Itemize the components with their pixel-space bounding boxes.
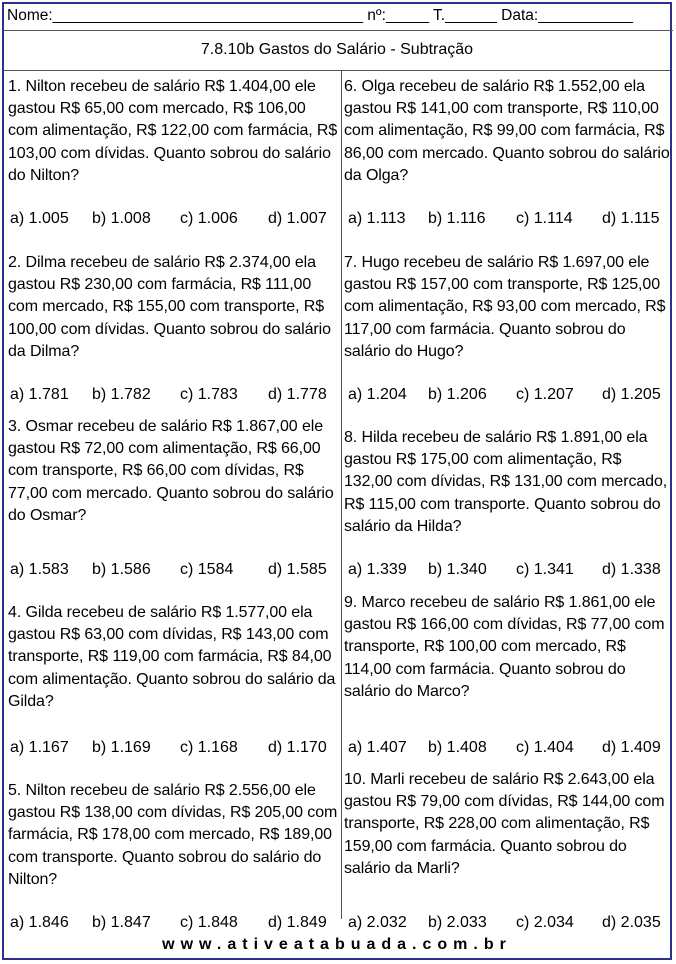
option-d: d) 1.778 — [268, 386, 327, 403]
number-blank: _____ — [385, 7, 434, 24]
question-10-options — [348, 912, 676, 934]
class-label: T. — [433, 7, 446, 24]
option-b: b) 1.340 — [428, 561, 487, 578]
option-c: c) 1.404 — [516, 739, 574, 756]
class-blank: ______ — [445, 7, 502, 24]
option-c: c) 1584 — [180, 561, 234, 578]
option-b: b) 1.116 — [428, 210, 486, 227]
option-c: c) 1.114 — [516, 210, 573, 227]
question-8: 8. Hilda recebeu de salário R$ 1.891,00 ela gastou R$ 175,00 com alimentação, R$ 132,00 com dívidas, R$ 131,00 com mercado, R$ 115,00 com transporte. Quanto sobrou do salário da Hilda? — [344, 429, 668, 535]
option-d: d) 1.585 — [268, 561, 327, 578]
name-blank: ____________________________________ — [52, 7, 368, 24]
name-label: Nome: — [7, 7, 53, 24]
option-d: d) 1.170 — [268, 739, 327, 756]
column-divider — [341, 71, 342, 919]
question-3: 3. Osmar recebeu de salário R$ 1.867,00 ele gastou R$ 72,00 com alimentação, R$ 66,00 com transporte, R$ 66,00 com dívidas, R$ 77,00 com mercado. Quanto sobrou do salário do Osmar? — [8, 418, 334, 524]
option-a: a) 1.583 — [10, 561, 69, 578]
number-label: nº: — [367, 7, 386, 24]
option-b: b) 2.033 — [428, 914, 487, 931]
option-c: c) 1.168 — [180, 739, 238, 756]
student-info-header — [4, 4, 673, 31]
option-a: a) 1.113 — [348, 210, 406, 227]
option-a: a) 1.005 — [10, 210, 69, 227]
question-10: 10. Marli recebeu de salário R$ 2.643,00 ela gastou R$ 79,00 com dívidas, R$ 144,00 com transporte, R$ 228,00 com alimentação, R$ 159,00 com farmácia. Quanto sobrou do salário da Marli? — [344, 771, 665, 877]
option-d: d) 1.338 — [602, 561, 661, 578]
question-9: 9. Marco recebeu de salário R$ 1.861,00 ele gastou R$ 166,00 com dívidas, R$ 77,00 com transporte, R$ 100,00 com mercado, R$ 114,00 com farmácia. Quanto sobrou do salário do Marco? — [344, 594, 665, 700]
option-c: c) 2.034 — [516, 914, 574, 931]
option-a: a) 1.339 — [348, 561, 407, 578]
question-9-options — [348, 737, 676, 759]
option-c: c) 1.783 — [180, 386, 238, 403]
option-c: c) 1.341 — [516, 561, 574, 578]
option-d: d) 2.035 — [602, 914, 661, 931]
question-5: 5. Nilton recebeu de salário R$ 2.556,00 ele gastou R$ 138,00 com dívidas, R$ 205,00 com farmácia, R$ 178,00 com mercado, R$ 189,00 com transporte. Quanto sobrou do salário do Nilton? — [8, 782, 338, 888]
question-7-options — [348, 384, 676, 406]
option-b: b) 1.586 — [92, 561, 151, 578]
question-8-options — [348, 559, 676, 581]
worksheet — [2, 2, 672, 960]
question-2-options — [10, 384, 343, 406]
worksheet-title: 7.8.10b Gastos do Salário - Subtração — [4, 30, 670, 71]
option-b: b) 1.008 — [92, 210, 151, 227]
option-a: a) 1.167 — [10, 739, 69, 756]
option-d: d) 1.849 — [268, 914, 327, 931]
question-4-options — [10, 737, 343, 759]
question-5-options — [10, 912, 343, 934]
option-d: d) 1.409 — [602, 739, 661, 756]
option-a: a) 2.032 — [348, 914, 407, 931]
question-7: 7. Hugo recebeu de salário R$ 1.697,00 ele gastou R$ 157,00 com transporte, R$ 125,00 com alimentação, R$ 93,00 com mercado, R$ 117,00 com farmácia. Quanto sobrou do salário do Hugo? — [344, 254, 666, 360]
footer-website: www.ativeatabuada.com.br — [162, 936, 512, 953]
question-6: 6. Olga recebeu de salário R$ 1.552,00 ela gastou R$ 141,00 com transporte, R$ 110,00 com alimentação, R$ 99,00 com farmácia, R$ 86,00 com mercado. Quanto sobrou do salário da Olga? — [344, 78, 670, 184]
option-b: b) 1.169 — [92, 739, 151, 756]
option-c: c) 1.848 — [180, 914, 238, 931]
date-label: Data: — [501, 7, 539, 24]
option-c: c) 1.207 — [516, 386, 574, 403]
date-blank: ___________ — [538, 7, 634, 24]
option-b: b) 1.408 — [428, 739, 487, 756]
option-c: c) 1.006 — [180, 210, 238, 227]
option-b: b) 1.206 — [428, 386, 487, 403]
option-d: d) 1.205 — [602, 386, 661, 403]
option-a: a) 1.204 — [348, 386, 407, 403]
option-a: a) 1.846 — [10, 914, 69, 931]
option-b: b) 1.847 — [92, 914, 151, 931]
question-4: 4. Gilda recebeu de salário R$ 1.577,00 ela gastou R$ 63,00 com dívidas, R$ 143,00 com transporte, R$ 119,00 com farmácia, R$ 84,00 com alimentação. Quanto sobrou do salário da Gilda? — [8, 604, 336, 710]
question-6-options — [348, 208, 676, 230]
option-b: b) 1.782 — [92, 386, 151, 403]
option-a: a) 1.781 — [10, 386, 69, 403]
option-d: d) 1.007 — [268, 210, 327, 227]
question-2: 2. Dilma recebeu de salário R$ 2.374,00 ela gastou R$ 230,00 com farmácia, R$ 111,00 com mercado, R$ 155,00 com transporte, R$ 100,00 com dívidas. Quanto sobrou do salário da Dilma? — [8, 254, 331, 360]
question-3-options — [10, 559, 343, 581]
question-1-options — [10, 208, 343, 230]
option-d: d) 1.115 — [602, 210, 660, 227]
question-1: 1. Nilton recebeu de salário R$ 1.404,00 ele gastou R$ 65,00 com mercado, R$ 106,00 com alimentação, R$ 122,00 com farmácia, R$ 103,00 com dívidas. Quanto sobrou do salário do Nilton? — [8, 78, 338, 184]
option-a: a) 1.407 — [348, 739, 407, 756]
